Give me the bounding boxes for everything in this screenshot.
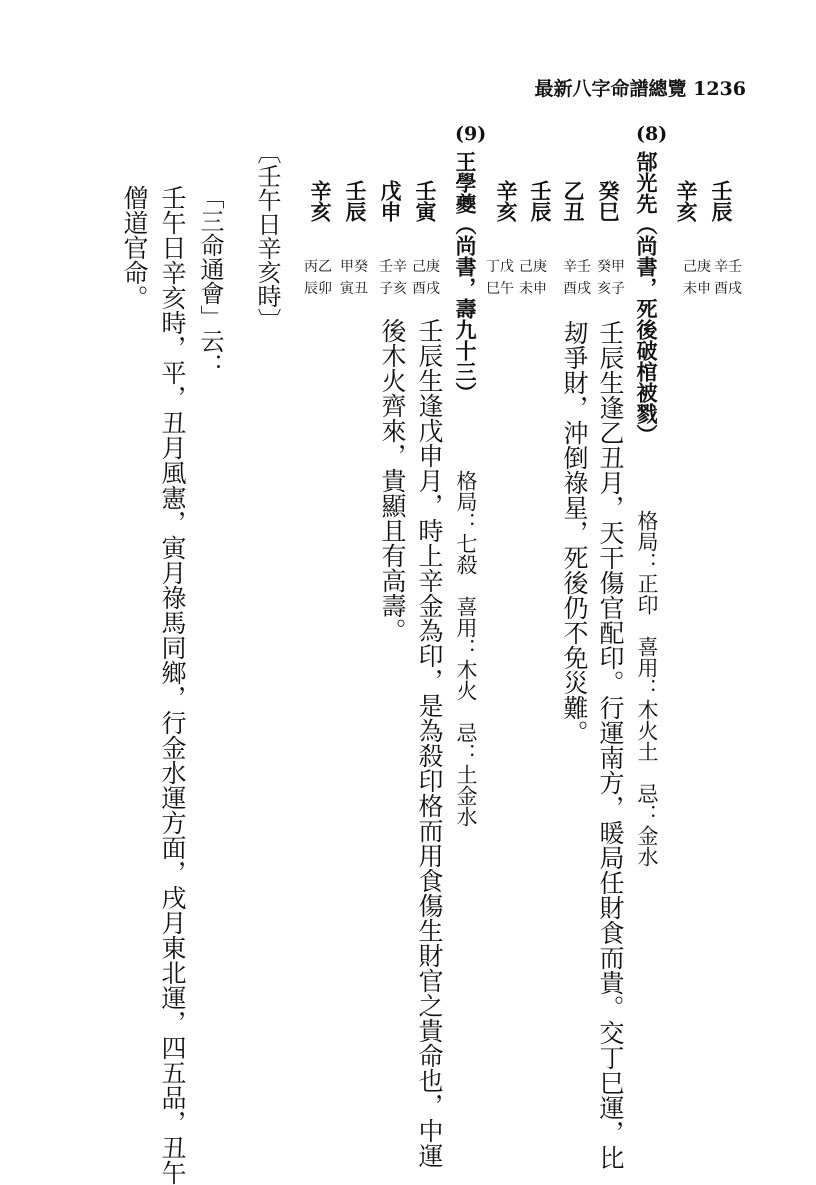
luck-branches: 辰卯 [304,281,332,297]
entry-9-pillar-1: 辛亥 [494,180,519,222]
entry-8-pillar-year: 壬辰 [709,180,734,222]
entry-9-luck-group-2 [519,256,547,300]
entry-8-pillar-day: 癸巳 [596,180,621,222]
luck-branches: 未申 [519,281,547,297]
luck-stems: 丙乙 [304,259,332,275]
entry-9-chart: 格局：七殺 喜用：木火 忌：土金水 [454,470,478,827]
section-source: 「三命通會」云： [196,185,224,377]
luck-stems: 己庚 [412,259,440,275]
entry-9-luck-group-6 [304,256,332,300]
entry-8-index: (8) [636,123,668,145]
luck-stems: 丁戊 [486,259,514,275]
entry-9-luck-group-4 [379,256,407,300]
entry-9-comment-1: 壬辰生逢戊申月，時上辛金為印，是為殺印格而用食傷生財官之貴命也，中運 [415,318,444,1168]
entry-9-pillar-month: 戊申 [378,180,403,222]
entry-9-comment-2: 後木火齊來，貴顯且有高壽。 [378,318,407,643]
entry-8-luck-group-3 [563,256,591,300]
entry-9-luck-group-1 [486,256,514,300]
luck-branches: 寅丑 [340,281,368,297]
entry-8-pillar-month: 辛亥 [674,180,699,222]
luck-stems: 甲癸 [340,259,368,275]
luck-stems: 己庚 [683,259,711,275]
luck-branches: 未申 [683,281,711,297]
luck-stems: 壬辛 [379,259,407,275]
luck-stems: 辛壬 [714,259,742,275]
entry-8-luck-group-2 [714,256,742,300]
entry-9-pillar-day: 壬辰 [343,180,368,222]
entry-9-pillar-2: 壬辰 [528,180,553,222]
entry-9-luck-group-3 [412,256,440,300]
luck-branches: 亥子 [597,281,625,297]
entry-9-title: 王學夔（尚書，壽九十三） [453,151,478,403]
luck-stems: 辛壬 [563,259,591,275]
section-text-1: 壬午日辛亥時，平，丑月風憲，寅月祿馬同鄉，行金水運方面，戌月東北運，四五品，丑午 [158,185,187,1185]
entry-8-title: 郜光先（尚書，死後破棺被戮） [634,151,659,445]
running-header: 最新八字命譜總覽 1236 [534,78,746,100]
luck-branches: 酉戌 [412,281,440,297]
luck-branches: 酉戌 [714,281,742,297]
entry-8-comment-2: 刼爭財，沖倒祿星，死後仍不免災難。 [560,320,589,745]
entry-8-luck-group-1 [683,256,711,300]
luck-branches: 子亥 [379,281,407,297]
entry-8-comment-1: 壬辰生逢乙丑月，天干傷官配印。行運南方，暖局任財食而貴。交丁巳運，比 [596,320,625,1170]
section-heading: 〔壬午日辛亥時〕 [253,140,281,332]
entry-8-chart: 格局：正印 喜用：木火土 忌：金水 [635,510,659,867]
entry-9-pillar-hour: 辛亥 [308,180,333,222]
entry-8-luck-group-4 [597,256,625,300]
luck-stems: 癸甲 [597,259,625,275]
entry-8-pillar-hour: 乙丑 [561,180,586,222]
luck-branches: 巳午 [486,281,514,297]
luck-branches: 酉戌 [563,281,591,297]
luck-stems: 己庚 [519,259,547,275]
entry-9-luck-group-5 [340,256,368,300]
section-text-2: 僧道官命。 [120,185,149,310]
entry-9-index: (9) [455,123,487,145]
entry-9-pillar-year: 壬寅 [413,180,438,222]
